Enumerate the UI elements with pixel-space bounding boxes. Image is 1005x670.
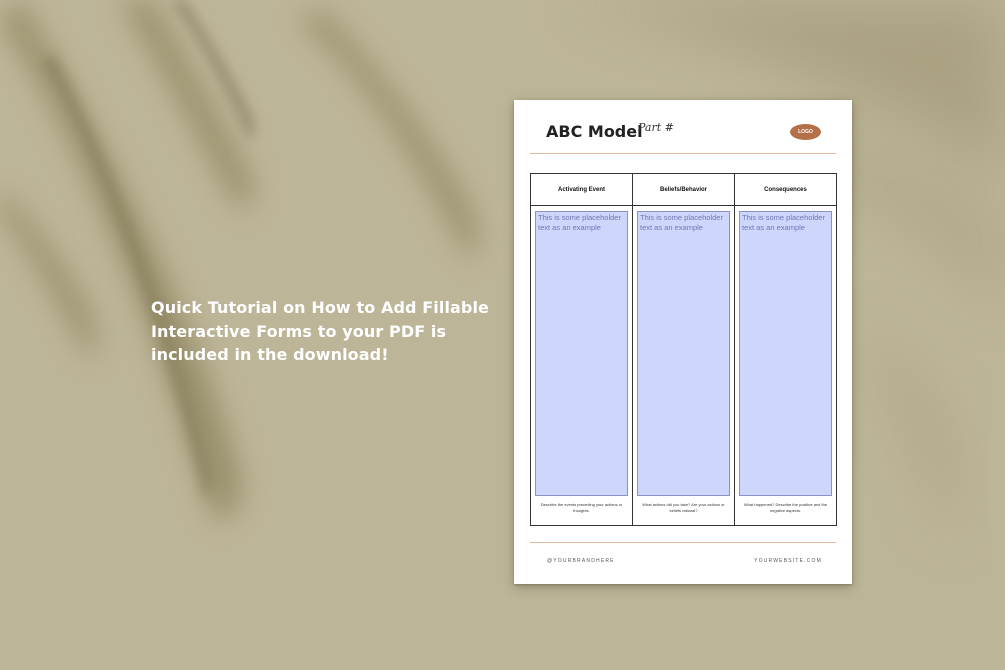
logo-badge: LOGO: [790, 124, 821, 140]
column-activating-event: [531, 174, 633, 525]
promo-text: [151, 296, 490, 367]
activating-event-field[interactable]: [535, 211, 628, 496]
column-hint: What happened? Describe the positive and the negative aspects.: [743, 502, 828, 513]
abc-table: [530, 173, 837, 526]
column-header: Beliefs/Behavior: [633, 174, 734, 206]
promo-line-2: Interactive Forms to your PDF is: [151, 321, 447, 341]
header-divider: [530, 153, 836, 154]
promo-line-3: included in the download!: [151, 345, 389, 364]
column-hint: What actions did you take? Are your actions or beliefs rational?: [642, 502, 725, 513]
column-consequences: [735, 174, 836, 525]
promo-line-1: Quick Tutorial on How to Add Fillable: [151, 298, 490, 317]
worksheet-page: [514, 100, 852, 584]
field-placeholder: This is some placeholder text as an example: [538, 213, 621, 232]
column-hint: Describe the events preceding your actions or thoughts.: [540, 502, 623, 513]
brand-handle: @YOURBRANDHERE: [547, 558, 615, 564]
column-beliefs-behavior: [633, 174, 735, 525]
field-placeholder: This is some placeholder text as an example: [640, 213, 723, 232]
page-title: ABC Model: [546, 122, 643, 141]
field-placeholder: This is some placeholder text as an example: [742, 213, 825, 232]
footer-divider: [530, 542, 836, 543]
page-subtitle: Part #: [638, 121, 674, 134]
column-header: Consequences: [735, 174, 836, 206]
consequences-field[interactable]: [739, 211, 832, 496]
website-url: YOURWEBSITE.COM: [754, 558, 822, 564]
column-header: Activating Event: [531, 174, 632, 206]
beliefs-behavior-field[interactable]: [637, 211, 730, 496]
